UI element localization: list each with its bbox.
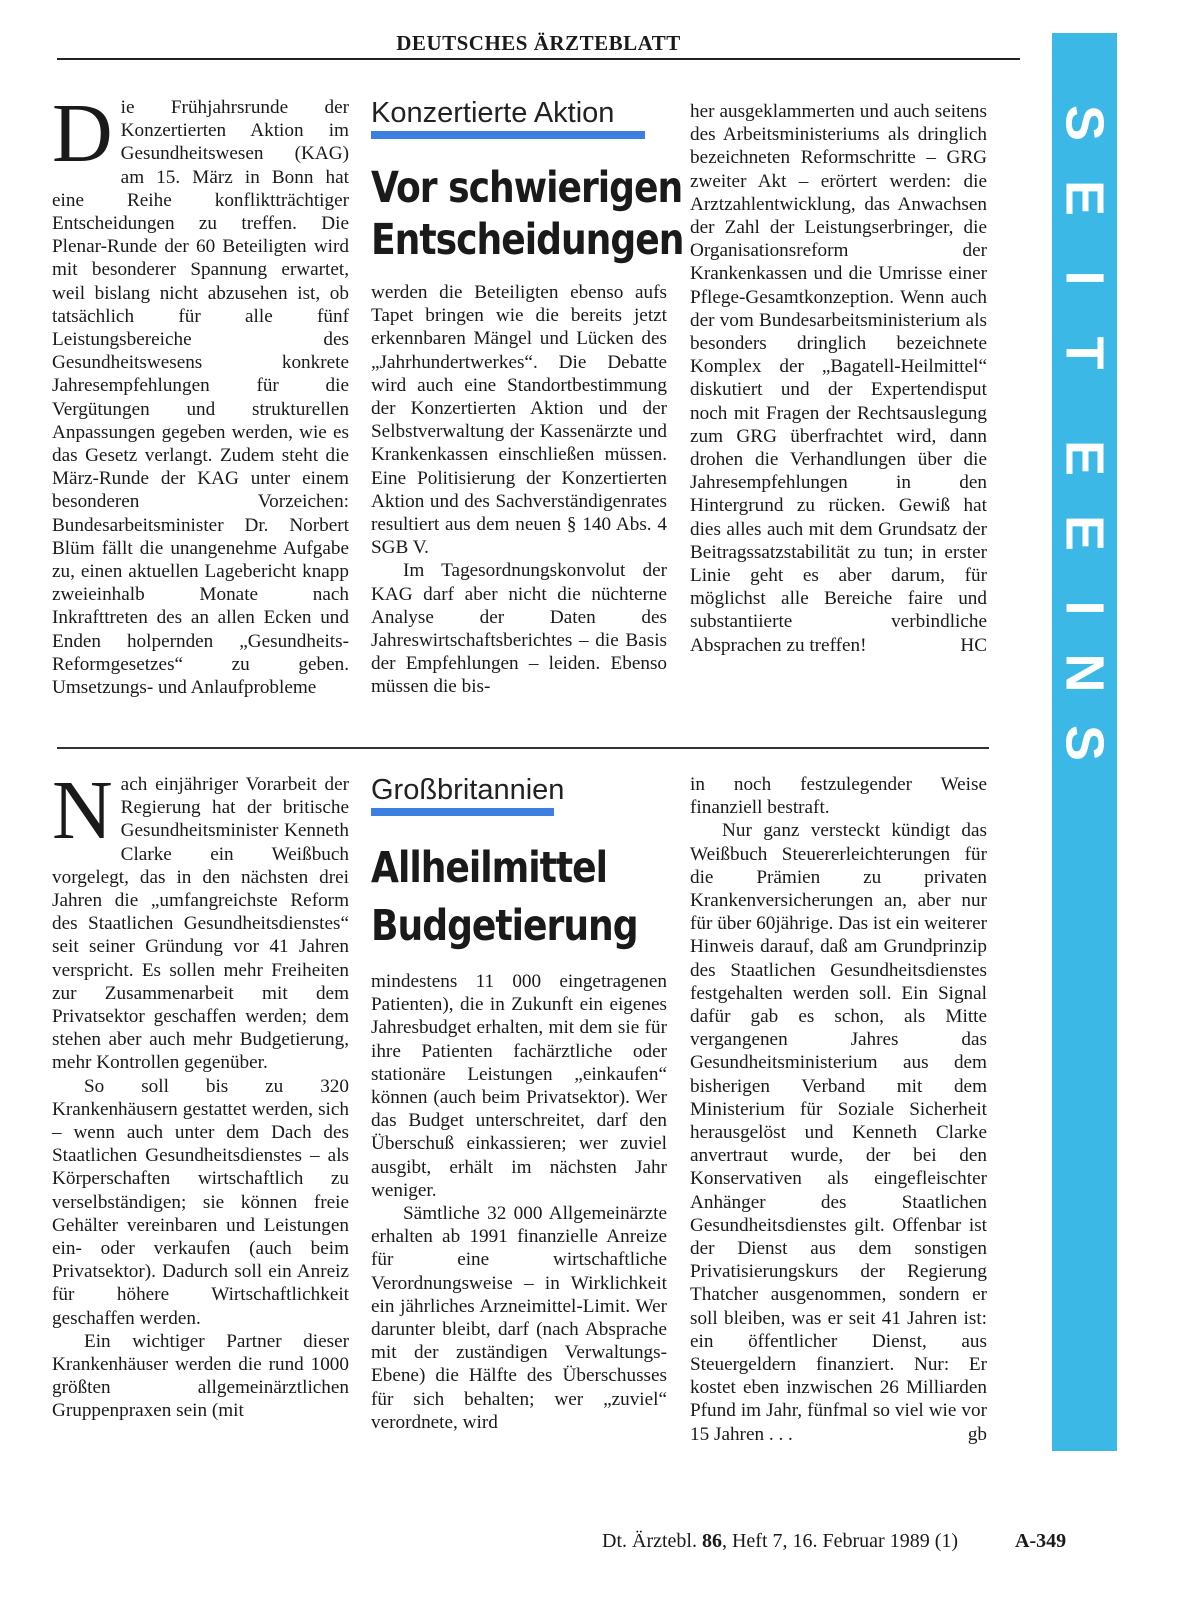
dropcap: N — [52, 764, 113, 857]
seite-eins-band — [1052, 33, 1117, 1451]
volume-number: 86 — [701, 1530, 722, 1552]
kicker-underline — [371, 808, 554, 816]
paragraph-text: Nur ganz versteckt kündigt das Weißbuch Steuererleichterungen für die Prämien zu privaten Krankenversicherungen an, aber nur für über 60jährige. Das ist ein weiterer Hinweis darauf, daß am Grundprinzip des Staatlichen Gesundheitsdienstes festgehalten werden soll. Ein Signal dafür gab es schon, als Mitte vergangenen Jahres das Gesundheitsministerium aus dem bisherigen Verband mit dem Ministerium für Soziale Sicherheit herausgelöst und Kenneth Clarke anvertraut wurde, der bei den Konservativen als eingefleischter Anhänger des Staatlichen Gesundheitsdienstes gilt. Offenbar ist der Dienst aus dem sonstigen Privatisierungskurs der Regierung Thatcher ausgenommen, sondern er soll bleiben, was er seit 41 Jahren ist: ein öffentlicher Dienst, aus Steuergeldern finanziert. Nur: Er kostet eben inzwischen 26 Milliarden Pfund im Jahr, fünfmal so viel wie vor 15 Jahren . . . — [690, 820, 987, 1445]
masthead — [57, 28, 1020, 60]
journal-title: DEUTSCHES ÄRZTEBLATT — [396, 31, 681, 55]
band-letter: E — [1054, 179, 1115, 217]
author-signature: HC — [960, 634, 987, 656]
issue-info: , Heft 7, 16. Februar 1989 (1) — [721, 1530, 959, 1552]
dropcap: D — [52, 87, 113, 180]
paragraph: in noch festzulegender Weise finanziell bestraft. — [690, 774, 987, 819]
article1-headline-line2: Entscheidungen — [371, 215, 684, 265]
article2-column-2 — [371, 970, 667, 1434]
paragraph: ie Frühjahrsrunde der Konzertierten Aktion im Gesundheitswesen (KAG) am 15. März in Bonn hat eine Reihe konfliktträchtiger Entscheidungen zu treffen. Die Plenar-Runde der 60 Beteiligten wird mit besonderer Spannung erwartet, weil bislang nicht abzusehen ist, ob tatsächlich für alle fünf Leistungsbereiche des Gesundheitswesens konkrete Jahresempfehlungen für die Vergütungen und strukturellen Anpassungen gegeben werden, wie es das Gesetz verlangt. Zudem steht die März-Runde der KAG unter einem besonderen Vorzeichen: Bundesarbeitsminister Dr. Norbert Blüm fällt die unangenehme Aufgabe zu, einen aktuellen Lagebericht knapp zweieinhalb Monate nach Inkrafttreten des an allen Ecken und Enden holpernden „Gesundheits-Reformgesetzes“ zu geben. Umsetzungs- und Anlaufprobleme — [52, 97, 349, 699]
author-signature: gb — [967, 1423, 987, 1445]
page-number: A-349 — [1015, 1530, 1067, 1552]
paragraph: So soll bis zu 320 Krankenhäusern gestattet werden, sich – wenn auch unter dem Dach des Staatlichen Gesundheitsdienstes – als Körperschaften wirtschaftlich zu verselbständigen; sie können freie Gehälter vereinbaren und Leistungen ein- oder verkaufen (auch beim Privatsektor). Dadurch soll ein Anreiz für höhere Wirtschaftlichkeit geschaffen werden. — [52, 1075, 349, 1329]
paragraph: Ein wichtiger Partner dieser Krankenhäuser werden die rund 1000 größten allgemeinärztlichen Gruppenpraxen sein (mit — [52, 1330, 349, 1422]
band-letter: T — [1054, 336, 1115, 370]
article2-kicker: Großbritannien — [371, 774, 565, 806]
band-letter: E — [1054, 439, 1115, 477]
paragraph: mindestens 11 000 eingetragenen Patienten), die in Zukunft ein eigenes Jahresbudget erhalten, mit dem sie für ihre Patienten fachärztliche oder stationäre Leistungen „einkaufen“ können (auch beim Privatsektor). Wer das Budget unterschreitet, darf den Überschuß einkassieren; wer zuviel ausgibt, erhält im nächsten Jahr weniger. — [371, 971, 667, 1201]
article2-headline-line1: Allheilmittel — [371, 843, 608, 893]
paragraph-text: her ausgeklammerten und auch seitens des Arbeitsministeriums als dringlich bezeichneten Reformschritte – GRG zweiter Akt – erörtert werden: die Arztzahlentwicklung, das Anwachsen der Zahl der Leistungserbringer, die Organisationsreform der Krankenkassen und die Umrisse einer Pflege-Gesamtkonzeption. Wenn auch der vom Bundesarbeitsministerium als besonders dringlich bezeichnete Komplex der „Bagatell-Heilmittel“ diskutiert und der Expertendisput noch mit Fragen der Rechtsauslegung zum GRG überfrachtet wird, dann drohen die Verhandlungen über die Jahresempfehlungen in den Hintergrund zu rücken. Gewiß hat dies alles auch mit dem Grundsatz der Beitragssatzstabilität zu tun; in erster Linie geht es aber darum, für möglichst alle Bereiche faire und substantiierte verbindliche Absprachen zu treffen! — [690, 101, 987, 656]
band-letter: S — [1054, 724, 1115, 762]
kicker-underline — [371, 131, 645, 139]
band-letter: S — [1054, 104, 1115, 142]
article1-column-3 — [690, 100, 987, 657]
band-letter: I — [1054, 270, 1115, 286]
band-letter: N — [1054, 653, 1115, 693]
paragraph: Im Tagesordnungskonvolut der KAG darf aber nicht die nüchterne Analyse der Daten des Jahreswirtschaftsberichtes – die Basis der Empfehlungen – leiden. Ebenso müssen die bis- — [371, 560, 667, 698]
article1-column-2 — [371, 281, 667, 699]
article1-headline-line1: Vor schwierigen — [371, 163, 683, 213]
paragraph — [690, 100, 987, 657]
band-letter: E — [1054, 514, 1115, 552]
article-divider — [57, 747, 989, 749]
journal-abbrev: Dt. Ärztebl. — [602, 1530, 697, 1552]
band-letter: I — [1054, 600, 1115, 616]
paragraph: werden die Beteiligten ebenso aufs Tapet bringen wie die bereits jetzt erkennbaren Mängel und Lücken des „Jahrhundertwerkes“. Die Debatte wird auch eine Standortbestimmung der Konzertierten Aktion und der Selbstverwaltung der Kassenärzte und Krankenkassen einschließen müssen. Eine Politisierung der Konzertierten Aktion und des Sachverständigenrates resultiert aus dem neuen § 140 Abs. 4 SGB V. — [371, 282, 667, 559]
citation-footer — [602, 1530, 958, 1553]
article1-kicker: Konzertierte Aktion — [371, 97, 615, 129]
paragraph — [690, 819, 987, 1445]
article1-column-1 — [52, 87, 349, 699]
article2-column-1 — [52, 764, 349, 1423]
paragraph: Sämtliche 32 000 Allgemeinärzte erhalten ab 1991 finanzielle Anreize für eine wirtschaftliche Verordnungsweise – in Wirklichkeit ein jährliches Arzneimittel-Limit. Wer darunter bleibt, darf (nach Absprache mit der zuständigen Verwaltungs-Ebene) die Hälfte des Überschusses für sich behalten; wer „zuviel“ verordnete, wird — [371, 1203, 667, 1433]
article2-headline-line2: Budgetierung — [371, 901, 638, 951]
article2-column-3 — [690, 773, 987, 1446]
paragraph: ach einjähriger Vorarbeit der Regierung hat der britische Gesundheitsminister Kenneth Clarke ein Weißbuch vorgelegt, das in den nächsten drei Jahren die „umfangreichste Reform des Staatlichen Gesundheitsdienstes“ seit seiner Gründung vor 41 Jahren verspricht. Es sollen mehr Freiheiten zur Zusammenarbeit mit dem Privatsektor geschaffen werden; dem stehen aber auch mehr Budgetierung, mehr Kontrollen gegenüber. — [52, 774, 349, 1074]
